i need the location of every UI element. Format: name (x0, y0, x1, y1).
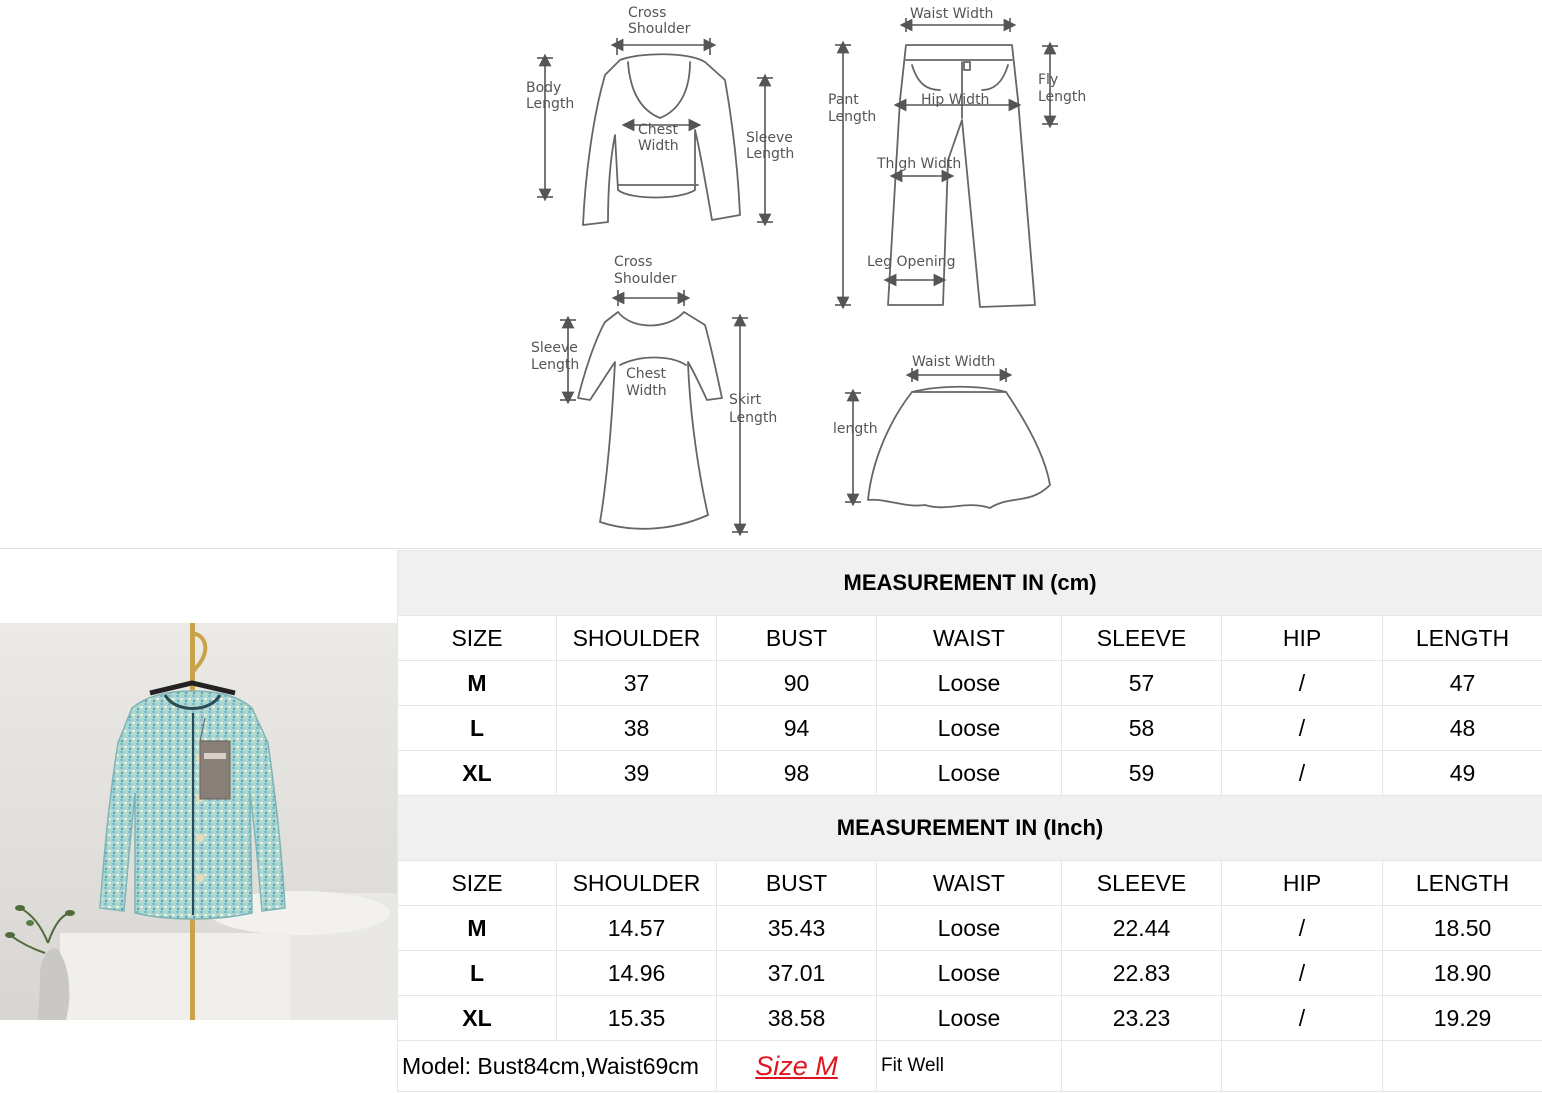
model-size-note: Size M (717, 1041, 877, 1092)
dress-chest-width-label-2: Width (626, 383, 667, 399)
table-cell-hip: / (1222, 906, 1383, 951)
inch-column-header-row (398, 861, 1542, 906)
skirt-waist-width-label: Waist Width (912, 354, 996, 370)
skirt-diagram (833, 354, 1050, 508)
table-cell-size: L (398, 951, 557, 996)
pants-leg-opening-label: Leg Opening (867, 254, 956, 270)
pants-thigh-width-label: Thigh Width (877, 156, 962, 172)
table-cell-hip: / (1222, 706, 1383, 751)
pants-waist-width-label: Waist Width (910, 6, 994, 22)
table-cell-sleeve: 59 (1062, 751, 1222, 796)
dress-cross-shoulder-label-2: Shoulder (614, 271, 677, 287)
table-cell-bust: 98 (717, 751, 877, 796)
pants-pant-length-label-2: Length (828, 109, 877, 125)
table-cell-waist: Loose (877, 996, 1062, 1041)
table-cell-waist: Loose (877, 661, 1062, 706)
column-header-bust: BUST (717, 616, 877, 661)
top-sleeve-length-label-2: Length (746, 146, 795, 162)
column-header-hip: HIP (1222, 616, 1383, 661)
table-row (398, 996, 1542, 1041)
table-cell-hip: / (1222, 951, 1383, 996)
table-cell-waist: Loose (877, 906, 1062, 951)
pants-hip-width-label: Hip Width (921, 92, 990, 108)
table-cell-length: 47 (1383, 661, 1542, 706)
table-cell-hip: / (1222, 751, 1383, 796)
skirt-length-label: length (833, 421, 878, 437)
column-header-sleeve: SLEEVE (1062, 616, 1222, 661)
column-header-bust: BUST (717, 861, 877, 906)
table-cell-hip: / (1222, 996, 1383, 1041)
column-header-size: SIZE (398, 861, 557, 906)
dress-sleeve-length-label-2: Length (531, 357, 580, 373)
top-sleeve-length-label-1: Sleeve (746, 130, 793, 146)
table-cell-bust: 94 (717, 706, 877, 751)
top-body-length-label-2: Length (526, 96, 575, 112)
table-cell-size: XL (398, 751, 557, 796)
dress-skirt-length-label-2: Length (729, 410, 778, 426)
table-cell-shoulder: 14.96 (557, 951, 717, 996)
table-cell-length: 19.29 (1383, 996, 1542, 1041)
inch-section-header-row (398, 796, 1542, 861)
table-cell-length: 18.90 (1383, 951, 1542, 996)
empty-cell (1383, 1041, 1542, 1092)
table-row (398, 706, 1542, 751)
top-chest-width-label-2: Width (638, 138, 679, 154)
pants-pant-length-label-1: Pant (828, 92, 859, 108)
model-measurements-note: Model: Bust84cm,Waist69cm (398, 1041, 717, 1092)
dress-sleeve-length-label-1: Sleeve (531, 340, 578, 356)
table-cell-length: 48 (1383, 706, 1542, 751)
top-body-length-label-1: Body (526, 80, 562, 96)
column-header-hip: HIP (1222, 861, 1383, 906)
table-cell-length: 18.50 (1383, 906, 1542, 951)
size-chart-table (397, 550, 1542, 1092)
cm-column-header-row (398, 616, 1542, 661)
table-cell-shoulder: 39 (557, 751, 717, 796)
model-note-row (398, 1041, 1542, 1092)
table-row (398, 751, 1542, 796)
product-photo (0, 623, 397, 1020)
table-cell-shoulder: 14.57 (557, 906, 717, 951)
table-cell-waist: Loose (877, 706, 1062, 751)
dress-cross-shoulder-label-1: Cross (614, 254, 653, 270)
table-cell-shoulder: 15.35 (557, 996, 717, 1041)
table-row (398, 906, 1542, 951)
table-cell-sleeve: 58 (1062, 706, 1222, 751)
column-header-length: LENGTH (1383, 861, 1542, 906)
column-header-waist: WAIST (877, 861, 1062, 906)
table-cell-shoulder: 37 (557, 661, 717, 706)
table-cell-size: M (398, 906, 557, 951)
top-chest-width-label-1: Chest (638, 122, 679, 138)
pants-fly-length-label-1: Fly (1038, 72, 1059, 88)
inch-section-title: MEASUREMENT IN (Inch) (398, 796, 1542, 861)
dress-skirt-length-label-1: Skirt (729, 392, 762, 408)
top-cross-shoulder-label-1: Cross (628, 5, 667, 21)
table-cell-size: M (398, 661, 557, 706)
model-fit-note: Fit Well (877, 1041, 1062, 1092)
table-cell-sleeve: 57 (1062, 661, 1222, 706)
top-cross-shoulder-label-2: Shoulder (628, 21, 691, 37)
table-cell-sleeve: 22.44 (1062, 906, 1222, 951)
column-header-shoulder: SHOULDER (557, 861, 717, 906)
table-cell-size: L (398, 706, 557, 751)
table-cell-waist: Loose (877, 951, 1062, 996)
dress-chest-width-label-1: Chest (626, 366, 667, 382)
column-header-size: SIZE (398, 616, 557, 661)
pants-fly-length-label-2: Length (1038, 89, 1087, 105)
column-header-length: LENGTH (1383, 616, 1542, 661)
table-cell-bust: 35.43 (717, 906, 877, 951)
dress-diagram (531, 254, 777, 532)
cm-section-title: MEASUREMENT IN (cm) (398, 551, 1542, 616)
table-cell-bust: 37.01 (717, 951, 877, 996)
column-header-sleeve: SLEEVE (1062, 861, 1222, 906)
table-cell-waist: Loose (877, 751, 1062, 796)
column-header-shoulder: SHOULDER (557, 616, 717, 661)
empty-cell (1062, 1041, 1222, 1092)
column-header-waist: WAIST (877, 616, 1062, 661)
table-cell-size: XL (398, 996, 557, 1041)
table-cell-sleeve: 23.23 (1062, 996, 1222, 1041)
table-cell-bust: 90 (717, 661, 877, 706)
pants-diagram (828, 6, 1086, 307)
table-cell-sleeve: 22.83 (1062, 951, 1222, 996)
table-cell-shoulder: 38 (557, 706, 717, 751)
table-row (398, 661, 1542, 706)
top-garment-diagram (526, 5, 794, 225)
table-cell-length: 49 (1383, 751, 1542, 796)
cm-section-header-row (398, 551, 1542, 616)
table-cell-hip: / (1222, 661, 1383, 706)
empty-cell (1222, 1041, 1383, 1092)
table-row (398, 951, 1542, 996)
table-cell-bust: 38.58 (717, 996, 877, 1041)
